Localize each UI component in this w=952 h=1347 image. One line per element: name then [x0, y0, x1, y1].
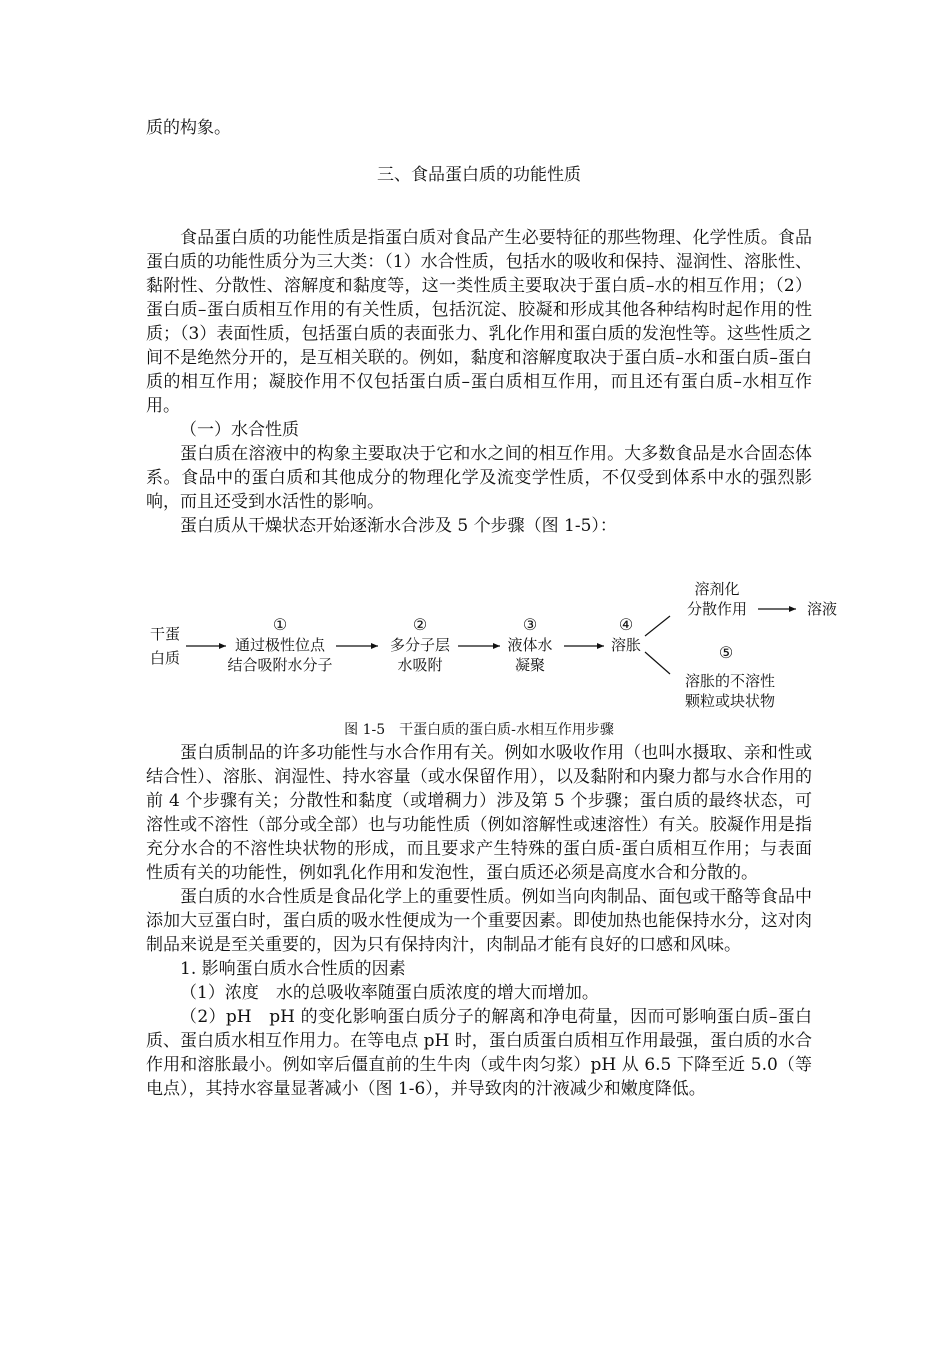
paragraph-functionality-hydration: 蛋白质制品的许多功能性与水合作用有关。例如水吸收作用（也叫水摄取、亲和性或结合性）、溶胀、润湿性、持水容量（或水保留作用），以及黏附和内聚力都与水合作用的前 4 个步骤有关；分散性和黏度（或增稠力）涉及第 5 个步骤；蛋白质的最终状态，可溶性或不溶性（部分或全部）也与功能性质（例如溶解性或速溶性）有关。胶凝作用是指充分水合的不溶性块状物的形成，而且要求产生特殊的蛋白质-蛋白质相互作用；与表面性质有关的功能性，例如乳化作用和发泡性，蛋白质还必须是高度水合和分散的。	[146, 743, 812, 883]
upper-branch-label-line1: 溶剂化	[694, 580, 740, 598]
step2-label-line1: 多分子层	[389, 636, 451, 654]
step-number-5: ⑤	[718, 643, 734, 662]
step2-label-line2: 水吸附	[397, 656, 443, 674]
lower-branch-label-line2: 颗粒或块状物	[684, 692, 776, 710]
paragraph-functional-properties: 食品蛋白质的功能性质是指蛋白质对食品产生必要特征的那些物理、化学性质。食品蛋白质的功能性质分为三大类：（1）水合性质，包括水的吸收和保持、湿润性、溶胀性、黏附性、分散性、溶解度和黏度等，这一类性质主要取决于蛋白质–水的相互作用；（2）蛋白质–蛋白质相互作用的有关性质，包括沉淀、胶凝和形成其他各种结构时起作用的性质；（3）表面性质，包括蛋白质的表面张力、乳化作用和蛋白质的发泡性等。这些性质之间不是绝然分开的，是互相关联的。例如，黏度和溶解度取决于蛋白质–水和蛋白质–蛋白质的相互作用；凝胶作用不仅包括蛋白质–蛋白质相互作用，而且还有蛋白质–水相互作用。	[146, 228, 812, 416]
intro-text	[146, 226, 812, 538]
step1-label-line2: 结合吸附水分子	[227, 656, 333, 674]
solution-label: 溶液	[807, 600, 838, 618]
continuation-line: 质的构象。	[146, 118, 231, 138]
start-label-line1: 干蛋	[150, 625, 181, 643]
step4-label: 溶胀	[610, 636, 642, 654]
start-label-line2: 白质	[150, 649, 181, 667]
lower-branch-label-line1: 溶胀的不溶性	[684, 672, 776, 690]
section-heading-wrap	[146, 163, 812, 187]
step3-label-line2: 凝聚	[514, 656, 546, 674]
paragraph-five-steps: 蛋白质从干燥状态开始逐渐水合涉及 5 个步骤（图 1-5）：	[180, 516, 617, 536]
branch-up-line	[645, 616, 670, 636]
subheading-factors: 1. 影响蛋白质水合性质的因素	[180, 959, 406, 979]
step-number-4: ④	[618, 615, 634, 634]
subheading-hydration: （一）水合性质	[180, 420, 299, 440]
paragraph-hydration-importance: 蛋白质的水合性质是食品化学上的重要性质。例如当向肉制品、面包或干酪等食品中添加大豆蛋白时，蛋白质的吸水性便成为一个重要因素。即使加热也能保持水分，这对肉制品来说是至关重要的，因为只有保持肉汁，肉制品才能有良好的口感和风味。	[146, 887, 812, 955]
top-text	[146, 116, 812, 140]
body-text	[146, 741, 812, 1101]
step-number-2: ②	[412, 615, 428, 634]
step-number-1: ①	[272, 615, 288, 634]
figure-caption: 图 1-5 干蛋白质的蛋白质-水相互作用步骤	[344, 722, 614, 738]
paragraph-conformation: 蛋白质在溶液中的构象主要取决于它和水之间的相互作用。大多数食品是水合固态体系。食品中的蛋白质和其他成分的物理化学及流变学性质，不仅受到体系中水的强烈影响，而且还受到水活性的影响。	[146, 444, 812, 512]
upper-branch-label-line2: 分散作用	[686, 600, 748, 618]
branch-down-line	[645, 652, 670, 674]
step3-label-line1: 液体水	[507, 636, 553, 654]
section-heading: 三、食品蛋白质的功能性质	[377, 165, 581, 185]
paragraph-concentration: （1）浓度 水的总吸收率随蛋白质浓度的增大而增加。	[180, 983, 599, 1003]
paragraph-ph: （2）pH pH 的变化影响蛋白质分子的解离和净电荷量，因而可影响蛋白质–蛋白质、蛋白质水相互作用力。在等电点 pH 时，蛋白质蛋白质相互作用最强，蛋白质的水合作用和溶胀最小。例如宰后僵直前的生牛肉（或牛肉匀浆）pH 从 6.5 下降至近 5.0（等电点），其持水容量显著减小（图 1-6），并导致肉的汁液减少和嫩度降低。	[146, 1007, 812, 1099]
step1-label-line1: 通过极性位点	[234, 636, 326, 654]
step-number-3: ③	[522, 615, 538, 634]
hydration-steps-diagram	[140, 570, 850, 720]
